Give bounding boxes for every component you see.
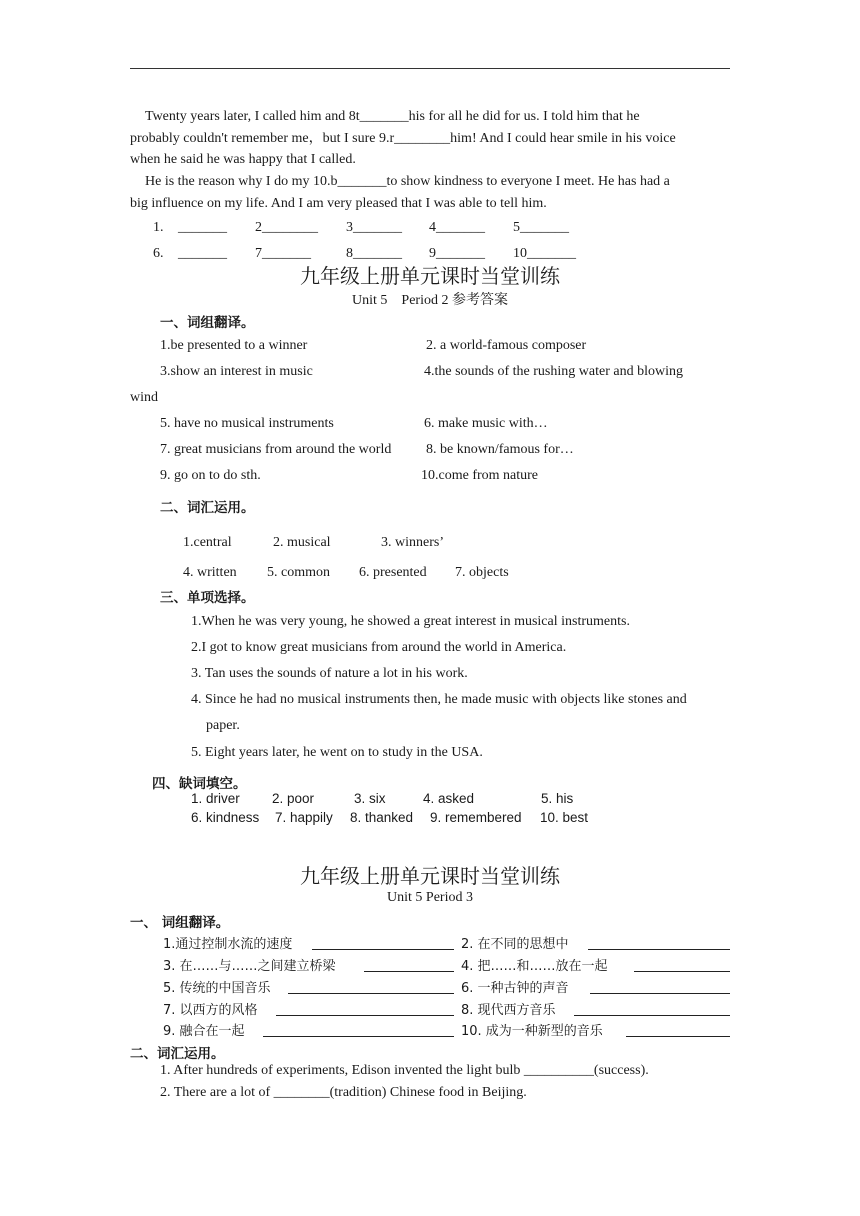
period2-vocab-item: 2. musical bbox=[273, 535, 331, 550]
answer-blank-line[interactable] bbox=[276, 1015, 454, 1016]
period3-phrase-item: 5. 传统的中国音乐 bbox=[163, 981, 271, 996]
period2-section2-heading: 二、词汇运用。 bbox=[160, 500, 255, 516]
passage-line: probably couldn't remember me，but I sure 9.r________him! And I could hear smile in his voice bbox=[130, 130, 676, 146]
period2-fill-item: 5. his bbox=[541, 791, 574, 806]
period2-phrase-item: 10.come from nature bbox=[421, 468, 539, 483]
period3-phrase-item: 1.通过控制水流的速度 bbox=[163, 937, 293, 952]
answer-blank-6: _______ bbox=[178, 246, 227, 261]
period2-phrase-item: wind bbox=[130, 390, 158, 405]
period2-phrase-item: 3.show an interest in music bbox=[160, 364, 313, 379]
passage-line: when he said he was happy that I called. bbox=[130, 152, 356, 167]
answer-blank-line[interactable] bbox=[263, 1036, 454, 1037]
period2-fill-item: 3. six bbox=[354, 791, 386, 806]
period3-vocab-question: 1. After hundreds of experiments, Edison invented the light bulb __________(success). bbox=[160, 1063, 649, 1078]
period2-vocab-item: 6. presented bbox=[359, 565, 427, 580]
answer-blank-line[interactable] bbox=[634, 971, 730, 972]
period2-fill-item: 2. poor bbox=[272, 791, 315, 806]
period3-section2-heading: 二、词汇运用。 bbox=[130, 1046, 225, 1062]
period2-phrase-item: 4.the sounds of the rushing water and blowing bbox=[424, 364, 683, 379]
period2-vocab-item: 4. written bbox=[183, 565, 237, 580]
period2-subtitle: Unit 5 Period 2 参考答案 bbox=[352, 293, 508, 308]
period2-phrase-item: 9. go on to do sth. bbox=[160, 468, 261, 483]
period2-fill-item: 4. asked bbox=[423, 791, 475, 806]
period2-title: 九年级上册单元课时当堂训练 bbox=[300, 264, 560, 288]
period2-choice-item: 5. Eight years later, he went on to study in the USA. bbox=[191, 745, 483, 760]
answer-blank-line[interactable] bbox=[288, 993, 454, 994]
period2-section1-heading: 一、词组翻译。 bbox=[160, 315, 255, 331]
period3-phrase-item: 7. 以西方的风格 bbox=[163, 1003, 258, 1018]
header-rule bbox=[130, 68, 730, 69]
period2-choice-item: 1.When he was very young, he showed a great interest in musical instruments. bbox=[191, 614, 630, 629]
answer-blank-1: _______ bbox=[178, 220, 227, 235]
period2-fill-item: 1. driver bbox=[191, 791, 240, 806]
answer-blank-2: 2________ bbox=[255, 220, 318, 235]
passage-line: big influence on my life. And I am very pleased that I was able to tell him. bbox=[130, 195, 547, 211]
answer-blank-9: 9_______ bbox=[429, 246, 485, 261]
period2-choice-item: 2.I got to know great musicians from around the world in America. bbox=[191, 640, 567, 655]
period3-phrase-item: 4. 把……和……放在一起 bbox=[461, 959, 608, 974]
period3-subtitle: Unit 5 Period 3 bbox=[387, 890, 473, 905]
period3-title: 九年级上册单元课时当堂训练 bbox=[300, 864, 560, 888]
period2-phrase-item: 5. have no musical instruments bbox=[160, 416, 334, 431]
period3-phrase-item: 2. 在不同的思想中 bbox=[461, 937, 569, 952]
period3-phrase-item: 6. 一种古钟的声音 bbox=[461, 981, 569, 996]
passage-paragraph-2 bbox=[130, 171, 730, 214]
period3-phrase-item: 10. 成为一种新型的音乐 bbox=[461, 1024, 603, 1039]
period3-section1-heading: 一、 词组翻译。 bbox=[130, 915, 230, 931]
answer-label-1: 1. bbox=[153, 220, 164, 235]
period2-phrase-item: 7. great musicians from around the world bbox=[160, 442, 392, 457]
answer-blank-7: 7_______ bbox=[255, 246, 311, 261]
answer-blank-line[interactable] bbox=[590, 993, 730, 994]
period2-vocab-item: 5. common bbox=[267, 565, 330, 580]
answer-blank-line[interactable] bbox=[574, 1015, 730, 1016]
passage-line: Twenty years later, I called him and 8t_______his for all he did for us. I told him that he bbox=[145, 109, 640, 124]
answer-blank-3: 3_______ bbox=[346, 220, 402, 235]
period3-phrase-item: 3. 在……与……之间建立桥梁 bbox=[163, 959, 336, 974]
answer-blank-line[interactable] bbox=[626, 1036, 730, 1037]
period2-vocab-item: 7. objects bbox=[455, 565, 509, 580]
period2-fill-item: 8. thanked bbox=[350, 810, 414, 825]
period2-fill-item: 7. happily bbox=[275, 810, 333, 825]
answer-blank-line[interactable] bbox=[312, 949, 454, 950]
answer-blank-10: 10_______ bbox=[513, 246, 576, 261]
period2-choice-item: 3. Tan uses the sounds of nature a lot in his work. bbox=[191, 666, 468, 681]
period2-choice-item: paper. bbox=[206, 718, 240, 733]
period3-phrase-item: 8. 现代西方音乐 bbox=[461, 1003, 556, 1018]
passage-paragraph-1 bbox=[130, 106, 730, 171]
period2-section4-heading: 四、缺词填空。 bbox=[152, 776, 247, 792]
period2-fill-item: 10. best bbox=[540, 810, 589, 825]
answer-blank-line[interactable] bbox=[588, 949, 730, 950]
answer-label-6: 6. bbox=[153, 246, 164, 261]
period2-choice-item: 4. Since he had no musical instruments then, he made music with objects like stones and bbox=[191, 692, 687, 707]
period3-vocab-question: 2. There are a lot of ________(tradition) Chinese food in Beijing. bbox=[160, 1085, 527, 1100]
passage-line: He is the reason why I do my 10.b_______to show kindness to everyone I meet. He has had a bbox=[145, 174, 670, 189]
period2-phrase-item: 6. make music with… bbox=[424, 416, 548, 431]
answer-blank-8: 8_______ bbox=[346, 246, 402, 261]
answer-blank-line[interactable] bbox=[364, 971, 454, 972]
period3-phrase-item: 9. 融合在一起 bbox=[163, 1024, 245, 1039]
period2-phrase-item: 2. a world-famous composer bbox=[426, 338, 587, 353]
period2-phrase-item: 8. be known/famous for… bbox=[426, 442, 574, 457]
period2-fill-item: 6. kindness bbox=[191, 810, 260, 825]
period2-phrase-item: 1.be presented to a winner bbox=[160, 338, 308, 353]
period2-vocab-item: 3. winners’ bbox=[381, 535, 444, 550]
answer-blank-5: 5_______ bbox=[513, 220, 569, 235]
period2-fill-item: 9. remembered bbox=[430, 810, 522, 825]
period2-vocab-item: 1.central bbox=[183, 535, 232, 550]
period2-section3-heading: 三、单项选择。 bbox=[160, 590, 255, 606]
answer-blank-4: 4_______ bbox=[429, 220, 485, 235]
